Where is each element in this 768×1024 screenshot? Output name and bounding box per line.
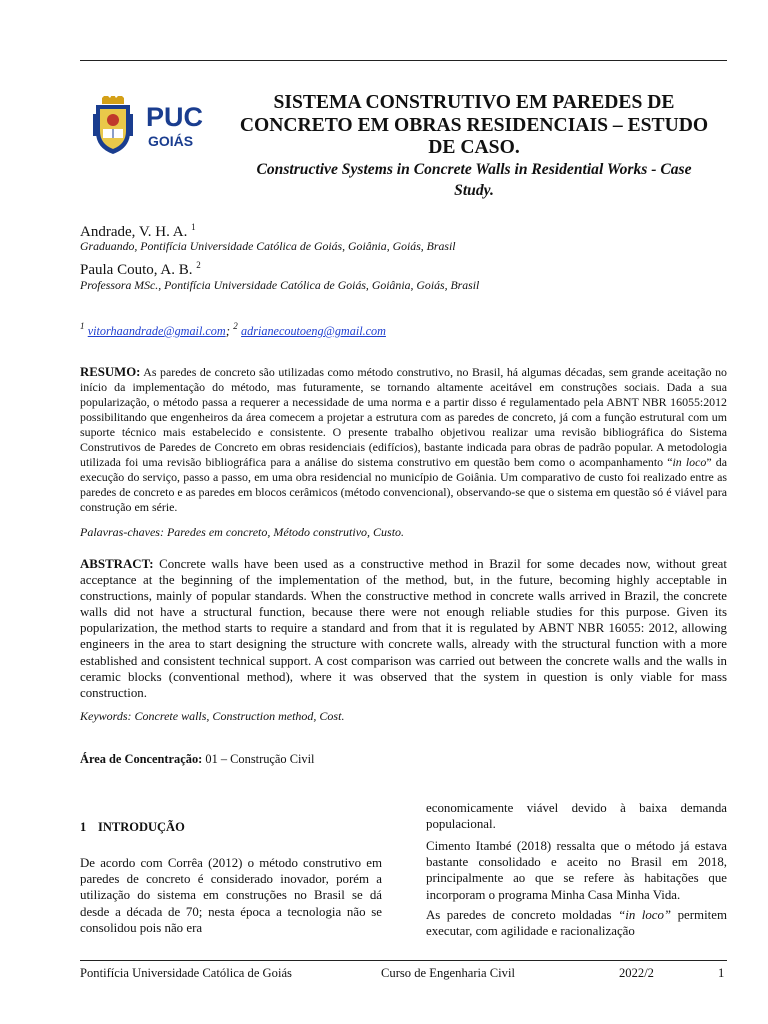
author-1-affiliation: Graduando, Pontifícia Universidade Católica de Goiás, Goiânia, Goiás, Brasil bbox=[80, 239, 456, 253]
area-value: 01 – Construção Civil bbox=[202, 752, 315, 766]
keywords: Keywords: Concrete walls, Construction method, Cost. bbox=[80, 709, 345, 723]
footer-period: 2022/2 bbox=[619, 966, 654, 980]
resumo-text-2: ” da execução do serviço, passo a passo, em uma obra residencial no município de Goiânia. Um comparativo de custo foi realizado entre as paredes de concreto e as paredes em blocos cerâmicos (método convencional), observando-se que o sistema em questão só é viável para construção em série. bbox=[80, 455, 727, 515]
abstract-label: ABSTRACT: bbox=[80, 557, 154, 571]
palavras-chave: Palavras-chaves: Paredes em concreto, Método construtivo, Custo. bbox=[80, 525, 405, 539]
area-concentracao bbox=[80, 752, 314, 767]
puc-goias-logo bbox=[88, 96, 204, 156]
area-label: Área de Concentração: bbox=[80, 752, 203, 766]
right-column-paragraph-1: economicamente viável devido à baixa demanda populacional. bbox=[426, 801, 727, 832]
right-column-paragraph-2: Cimento Itambé (2018) ressalta que o método já estava bastante consolidado e aceito no Brasil em 2018, principalmente ao que se refere às habitações que incorporam o programa Minha Casa Minha Vida. bbox=[426, 839, 727, 902]
footer-course: Curso de Engenharia Civil bbox=[381, 966, 515, 980]
author-emails bbox=[80, 321, 386, 339]
email-2-sup: 2 bbox=[233, 321, 238, 331]
footer-rule bbox=[80, 960, 727, 961]
subtitle-line-1: Constructive Systems in Concrete Walls in Residential Works - Case bbox=[256, 161, 692, 178]
footer-university: Pontifícia Universidade Católica de Goiás bbox=[80, 966, 292, 980]
author-1-name: Andrade, V. H. A. bbox=[80, 224, 188, 240]
logo-text-puc: PUC bbox=[146, 102, 204, 132]
section-heading-introducao bbox=[80, 820, 185, 835]
email-separator: ; bbox=[225, 323, 231, 338]
author-2-affiliation: Professora MSc., Pontifícia Universidade Católica de Goiás, Goiânia, Goiás, Brasil bbox=[80, 278, 480, 292]
resumo-text-1: As paredes de concreto são utilizadas como método construtivo, no Brasil, há algumas décadas, sem grande aceitação no início da implementação do método, mas futuramente, se tornando altamente aceitável em construções sociais. Dada a sua popularização, o método passa a requerer a necessidade de uma norma e a partir disso é regulamentado pela ABNT NBR 16055:2012 possibilitando que engenheiros da área comecem a projetar a estrutura com as paredes de concreto, já com a função estrutural com um suporte técnico mais estabelecido e consistente. O presente trabalho objetivou realizar uma revisão bibliográfica do Sistema Construtivos de Paredes de Concreto em obras residenciais (edifícios), bastante indicada para obras de padrão popular. A metodologia utilizada foi uma revisão bibliográfica para a análise do sistema construtivo em questão bem como o acompanhamento “ bbox=[80, 365, 727, 470]
title-line-3: DE CASO. bbox=[428, 137, 520, 159]
abstract-paragraph bbox=[80, 556, 727, 701]
right-p3-text-2: permitem executar, com agilidade e racionalização bbox=[426, 908, 727, 939]
resumo-paragraph bbox=[80, 365, 727, 515]
right-column-paragraph-3 bbox=[426, 907, 727, 939]
subtitle-line-2: Study. bbox=[454, 181, 494, 199]
author-2 bbox=[80, 260, 201, 279]
author-2-name: Paula Couto, A. B. bbox=[80, 262, 193, 278]
email-1-sup: 1 bbox=[80, 321, 85, 331]
author-2-sup: 2 bbox=[196, 260, 201, 270]
right-p3-in-loco: “in loco” bbox=[618, 908, 672, 922]
top-rule bbox=[80, 60, 727, 61]
abstract-text: Concrete walls have been used as a constructive method in Brazil for some decades now, without great acceptance at the beginning of the implementation of the method, but, in the future, becoming highly acceptable in constructions, mainly of popular standards. When the constructive method in concrete walls arrived in Brazil, the concrete walls did not have a structural function, because there were not enough reliable studies for this purpose. Given its popularization, the method starts to require a standard and from that it is regulated by ABNT NBR 16055: 2012, allowing engineers in the area to start designing the structure with concrete walls, already with the structural function with a more established and consistent technical support. A cost comparison was carried out between the concrete walls and the walls in ceramic blocks (conventional method), where it was observed that the system in question is only viable for mass construction. bbox=[80, 557, 727, 700]
section-number: 1 bbox=[80, 820, 87, 834]
resumo-in-loco: in loco bbox=[672, 455, 707, 470]
section-title: INTRODUÇÃO bbox=[98, 820, 185, 834]
email-link-2[interactable]: adrianecoutoeng@gmail.com bbox=[241, 324, 386, 338]
email-link-1[interactable]: vitorhaandrade@gmail.com bbox=[87, 324, 226, 338]
paper-subtitle bbox=[212, 160, 736, 201]
logo-text-goias: GOIÁS bbox=[148, 133, 194, 149]
author-1-sup: 1 bbox=[191, 222, 196, 232]
title-line-1: SISTEMA CONSTRUTIVO EM PAREDES DE bbox=[273, 92, 675, 113]
footer-page-number: 1 bbox=[718, 966, 725, 980]
resumo-label: RESUMO: bbox=[80, 365, 141, 379]
paper-title bbox=[212, 92, 736, 160]
left-column-paragraph: De acordo com Corrêa (2012) o método construtivo em paredes de concreto é considerado inovador, porém a utilização do sistema em construções no Brasil se dá desde a década de 70; nesta época a tecnologia não se consolidou pois não era bbox=[80, 856, 382, 935]
title-line-2: CONCRETO EM OBRAS RESIDENCIAIS – ESTUDO bbox=[239, 114, 709, 136]
right-p3-text-1: As paredes de concreto moldadas bbox=[426, 908, 619, 922]
